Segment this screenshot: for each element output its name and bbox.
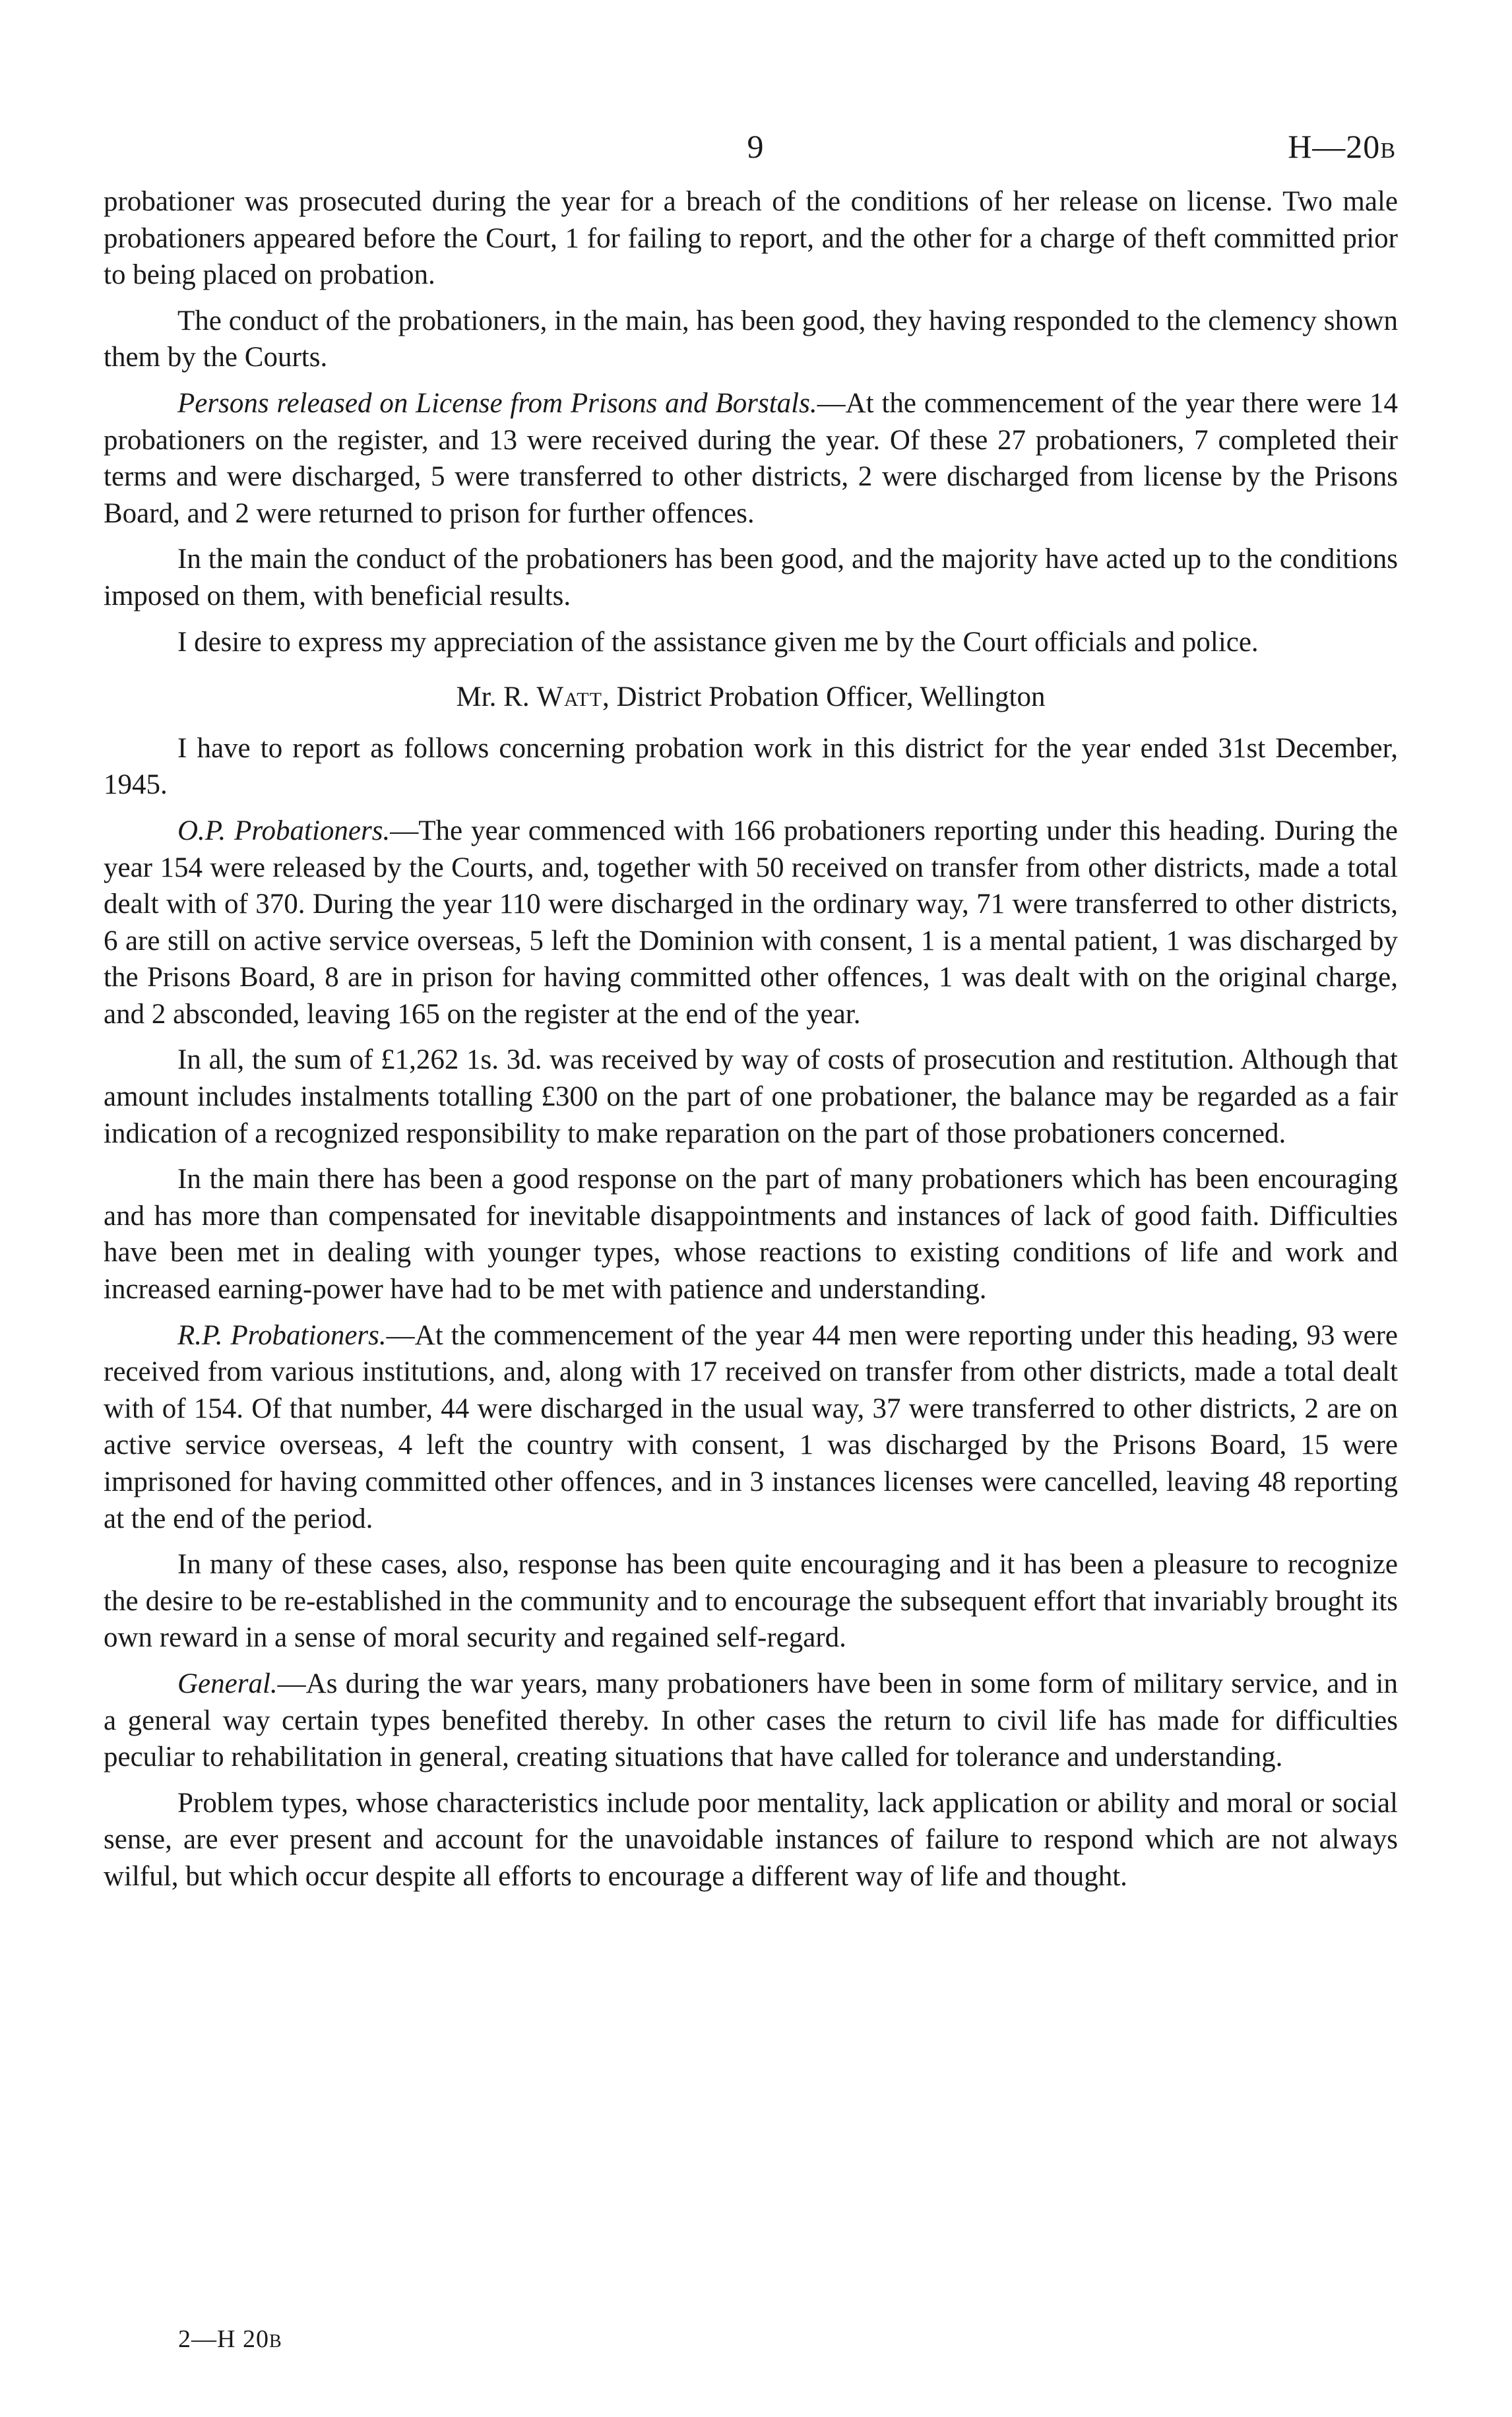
section-heading [104, 679, 1398, 716]
signature-mark-main: 2—H 20 [178, 2325, 269, 2353]
paragraph-text: —At the commencement of the year 44 men were reporting under this heading, 93 were received from various institutions, and, along with 17 received on transfer from other districts, made a total dealt with of 154. Of that number, 44 were discharged in the usual way, 37 were transferred to other districts, 2 are on active service overseas, 4 left the country with consent, 1 was discharged by the Prisons Board, 15 were imprisoned for having committed other offences, and in 3 instances licenses were cancelled, leaving 48 reporting at the end of the period. [104, 1319, 1398, 1534]
paragraph: probationer was prosecuted during the year for a breach of the conditions of her release on license. Two male probationers appeared before the Court, 1 for failing to report, and the other for a charge of theft committed prior to being placed on probation. [104, 186, 1398, 291]
section-heading-name: Watt [536, 681, 602, 713]
section-heading-prefix: Mr. R. [456, 681, 530, 713]
paragraph: In the main there has been a good response on the part of many probationers which has been encouraging and has more than compensated for inevitable disappointments and instances of lack of good faith. Difficulties have been met in dealing with younger types, whose reactions to existing conditions of life and work and increased earning-power have had to be met with patience and understanding. [104, 1164, 1398, 1305]
paragraph: In many of these cases, also, response has been quite encouraging and it has been a pleasure to recognize the desire to be re-established in the community and to encourage the subsequent effort that invariably brought its own reward in a sense of moral security and regained self-regard. [104, 1549, 1398, 1654]
paragraph-lead-italic: O.P. Probationers. [177, 815, 391, 846]
paragraph: I have to report as follows concerning probation work in this district for the year ended 31st December, 1945. [104, 732, 1398, 801]
paragraph-text: —The year commenced with 166 probationers reporting under this heading. During the year 154 were released by the Courts, and, together with 50 received on transfer from other districts, made a total dealt with of 370. During the year 110 were discharged in the ordinary way, 71 were transferred to other districts, 6 are still on active service overseas, 5 left the Dominion with consent, 1 is a mental patient, 1 was discharged by the Prisons Board, 8 are in prison for having committed other offences, 1 was dealt with on the original charge, and 2 absconded, leaving 165 on the register at the end of the year. [104, 815, 1398, 1030]
document-reference-main: H—20 [1288, 128, 1381, 165]
section-heading-suffix: , District Probation Officer, Wellington [602, 681, 1046, 713]
paragraph-lead-italic: Persons released on License from Prisons and Borstals. [177, 387, 817, 419]
page-number: 9 [747, 128, 764, 165]
paragraph [104, 385, 1398, 532]
paragraph: The conduct of the probationers, in the main, has been good, they having responded to the clemency shown them by the Courts. [104, 305, 1398, 373]
paragraph [104, 1666, 1398, 1776]
paragraph: I desire to express my appreciation of the assistance given me by the Court officials and police. [177, 626, 1259, 658]
signature-mark [178, 2323, 282, 2358]
signature-mark-suffix: B [268, 2331, 282, 2352]
paragraph: In all, the sum of £1,262 1s. 3d. was received by way of costs of prosecution and restitution. Although that amount includes instalments totalling £300 on the part of one probationer, the balance may be regarded as a fair indication of a recognized responsibility to make reparation on the part of those probationers concerned. [104, 1044, 1398, 1149]
body-text [104, 183, 1398, 1904]
paragraph [104, 813, 1398, 1033]
paragraph-lead-italic: General. [177, 1668, 278, 1699]
document-reference-suffix: B [1380, 139, 1396, 163]
paragraph: In the main the conduct of the probationers has been good, and the majority have acted up to the conditions imposed on them, with beneficial results. [104, 544, 1398, 612]
document-reference [1288, 127, 1396, 171]
paragraph: Problem types, whose characteristics include poor mentality, lack application or ability and moral or social sense, are ever present and account for the unavoidable instances of failure to respond which are not always wilful, but which occur despite all efforts to encourage a different way of life and thought. [104, 1787, 1398, 1892]
paragraph-text: —At the commencement of the year there were 14 probationers on the register, and 13 were received during the year. Of these 27 probationers, 7 completed their terms and were discharged, 5 were transferred to other districts, 2 were discharged from license by the Prisons Board, and 2 were returned to prison for further offences. [104, 387, 1398, 529]
paragraph-text: —As during the war years, many probationers have been in some form of military service, and in a general way certain types benefited thereby. In other cases the return to civil life has made for difficulties peculiar to rehabilitation in general, creating situations that have called for tolerance and understanding. [104, 1668, 1398, 1773]
paragraph [104, 1317, 1398, 1538]
paragraph-lead-italic: R.P. Probationers. [177, 1319, 387, 1351]
